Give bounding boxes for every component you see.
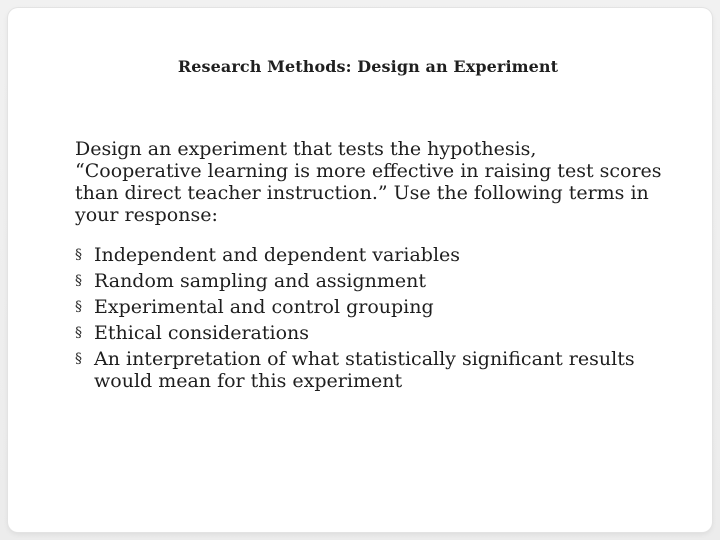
slide-title: Research Methods: Design an Experiment bbox=[177, 57, 559, 76]
slide-body bbox=[75, 138, 665, 396]
list-item bbox=[75, 270, 665, 292]
section-sign-icon: § bbox=[75, 273, 82, 289]
bullet-list bbox=[75, 244, 665, 392]
bullet-text: Random sampling and assignment bbox=[94, 270, 427, 292]
slide-panel bbox=[8, 8, 712, 532]
section-sign-icon: § bbox=[75, 325, 82, 341]
bullet-text: Independent and dependent variables bbox=[94, 244, 461, 266]
list-item bbox=[75, 348, 665, 392]
list-item bbox=[75, 244, 665, 266]
bullet-text: An interpretation of what statistically significant results would mean for this experiment bbox=[94, 348, 635, 392]
section-sign-icon: § bbox=[75, 247, 82, 263]
list-item bbox=[75, 322, 665, 344]
list-item bbox=[75, 296, 665, 318]
section-sign-icon: § bbox=[75, 351, 82, 367]
bullet-text: Experimental and control grouping bbox=[94, 296, 434, 318]
intro-paragraph: Design an experiment that tests the hypothesis, “Cooperative learning is more effective in raising test scores than direct teacher instruction.” Use the following terms in your response: bbox=[75, 138, 662, 226]
section-sign-icon: § bbox=[75, 299, 82, 315]
bullet-text: Ethical considerations bbox=[94, 322, 310, 344]
